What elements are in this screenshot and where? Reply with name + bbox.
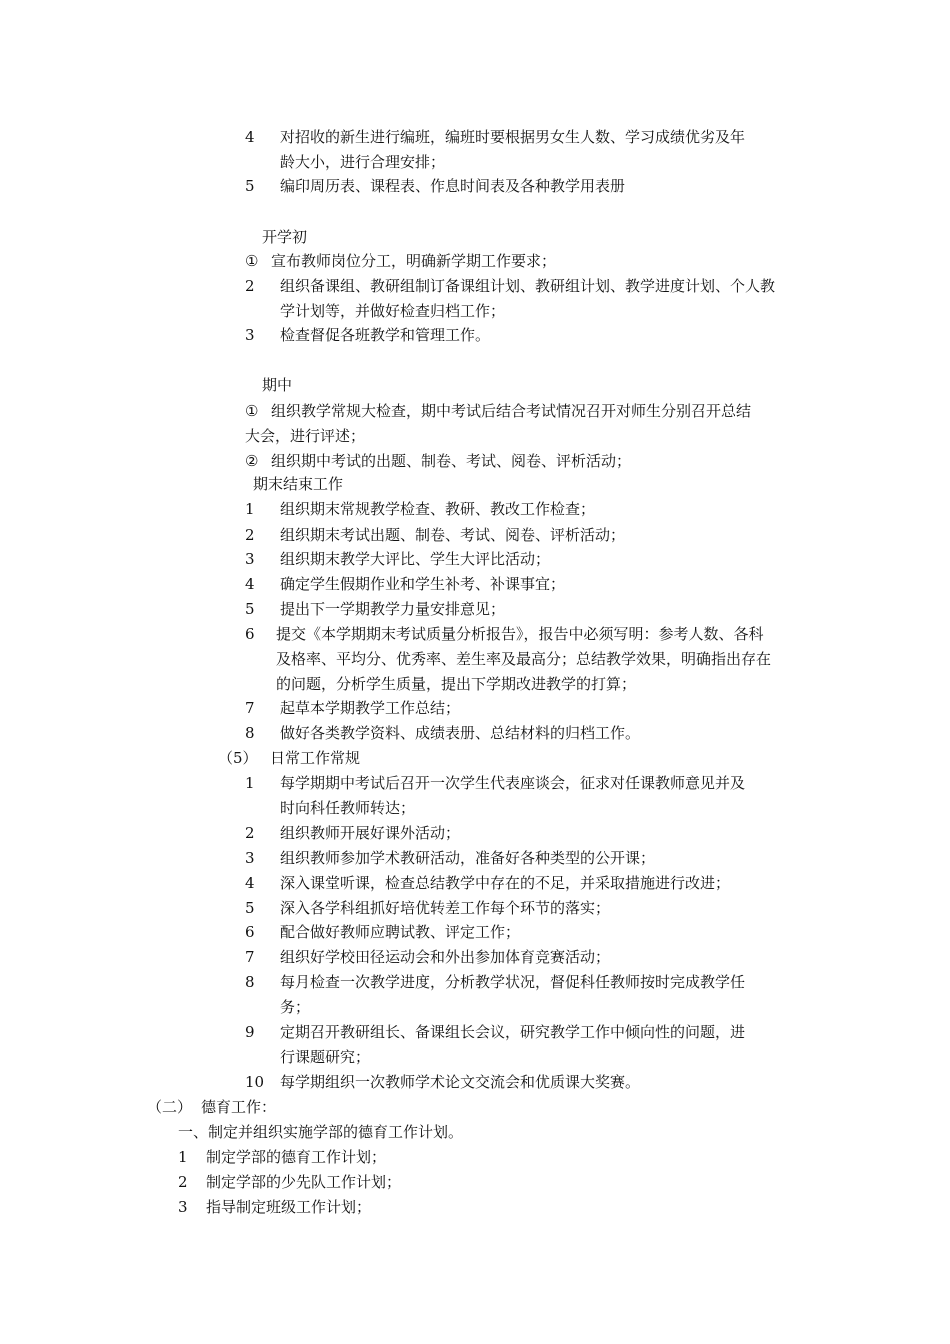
item-text-cont: 大会，进行评述；	[245, 427, 366, 445]
item-text-cont: 务；	[280, 998, 311, 1016]
item-number: 10	[245, 1073, 265, 1091]
section-label: （5）	[218, 749, 258, 767]
item-number: 6	[245, 625, 255, 643]
item-text: 组织期末常规教学检查、教研、教改工作检查；	[280, 500, 596, 518]
item-number: 1	[245, 774, 255, 792]
item-text: 提交《本学期期末考试质量分析报告》，报告中必须写明：参考人数、各科	[276, 625, 764, 643]
item-text: 检查督促各班教学和管理工作。	[280, 326, 491, 344]
item-number: 2	[245, 277, 255, 295]
item-number: 8	[245, 724, 255, 742]
item-text: 起草本学期教学工作总结；	[280, 699, 461, 717]
item-text-cont: 的问题，分析学生质量，提出下学期改进教学的打算；	[276, 675, 637, 693]
item-text: 组织教师开展好课外活动；	[280, 824, 461, 842]
item-number: 2	[178, 1173, 188, 1191]
item-text: 提出下一学期教学力量安排意见；	[280, 600, 506, 618]
item-text: 制定学部的少先队工作计划；	[206, 1173, 402, 1191]
item-number: 3	[245, 550, 255, 568]
section-label: （二）	[147, 1098, 193, 1116]
item-number: 5	[245, 600, 255, 618]
item-number: 2	[245, 824, 255, 842]
item-number: 6	[245, 923, 255, 941]
item-number: ②	[245, 452, 259, 470]
item-number: 8	[245, 973, 255, 991]
item-number: ①	[245, 252, 259, 270]
item-number: 3	[178, 1198, 188, 1216]
item-text-cont: 学计划等，并做好检查归档工作；	[280, 302, 506, 320]
item-text: 编印周历表、课程表、作息时间表及各种教学用表册	[280, 177, 626, 195]
item-number: ①	[245, 402, 259, 420]
item-number: 5	[245, 177, 255, 195]
item-text: 指导制定班级工作计划；	[206, 1198, 372, 1216]
section-heading-richang: 日常工作常规	[270, 749, 361, 767]
section-heading-kaixue: 开学初	[262, 228, 308, 246]
item-text: 组织备课组、教研组制订备课组计划、教研组计划、教学进度计划、个人教	[280, 277, 776, 295]
item-text: 确定学生假期作业和学生补考、补课事宜；	[280, 575, 566, 593]
item-text: 组织期末考试出题、制卷、考试、阅卷、评析活动；	[280, 526, 626, 544]
item-text: 每月检查一次教学进度，分析教学状况，督促科任教师按时完成教学任	[280, 973, 746, 991]
item-text: 组织教师参加学术教研活动，准备好各种类型的公开课；	[280, 849, 656, 867]
item-text: 组织好学校田径运动会和外出参加体育竞赛活动；	[280, 948, 611, 966]
item-text-cont: 行课题研究；	[280, 1048, 371, 1066]
item-text: 定期召开教研组长、备课组长会议，研究教学工作中倾向性的问题，进	[280, 1023, 746, 1041]
section-heading-qimo: 期末结束工作	[253, 475, 344, 493]
section-heading-qizhong: 期中	[262, 376, 293, 394]
item-number: 7	[245, 948, 255, 966]
item-text: 每学期组织一次教师学术论文交流会和优质课大奖赛。	[280, 1073, 641, 1091]
item-number: 5	[245, 899, 255, 917]
item-text: 组织期末教学大评比、学生大评比活动；	[280, 550, 551, 568]
item-number: 4	[245, 128, 255, 146]
item-number: 1	[178, 1148, 188, 1166]
item-number: 4	[245, 874, 255, 892]
item-number: 3	[245, 849, 255, 867]
item-number: 4	[245, 575, 255, 593]
section-heading-deyu: 德育工作：	[201, 1098, 277, 1116]
item-text: 每学期期中考试后召开一次学生代表座谈会，征求对任课教师意见并及	[280, 774, 746, 792]
item-text-cont: 龄大小，进行合理安排；	[280, 153, 446, 171]
item-text: 宣布教师岗位分工，明确新学期工作要求；	[271, 252, 557, 270]
item-text: 制定学部的德育工作计划；	[206, 1148, 387, 1166]
item-text: 配合做好教师应聘试教、评定工作；	[280, 923, 521, 941]
item-number: 2	[245, 526, 255, 544]
item-number: 1	[245, 500, 255, 518]
item-text: 对招收的新生进行编班，编班时要根据男女生人数、学习成绩优劣及年	[280, 128, 746, 146]
item-number: 9	[245, 1023, 255, 1041]
item-text: 组织期中考试的出题、制卷、考试、阅卷、评析活动；	[271, 452, 632, 470]
item-text: 做好各类教学资料、成绩表册、总结材料的归档工作。	[280, 724, 641, 742]
item-number: 3	[245, 326, 255, 344]
item-text-cont: 及格率、平均分、优秀率、差生率及最高分；总结教学效果，明确指出存在	[276, 650, 772, 668]
item-number: 7	[245, 699, 255, 717]
item-text-cont: 时向科任教师转达；	[280, 799, 416, 817]
sub-heading: 一、制定并组织实施学部的德育工作计划。	[178, 1123, 464, 1141]
item-text: 组织教学常规大检查，期中考试后结合考试情况召开对师生分别召开总结	[271, 402, 752, 420]
item-text: 深入各学科组抓好培优转差工作每个环节的落实；	[280, 899, 611, 917]
item-text: 深入课堂听课，检查总结教学中存在的不足，并采取措施进行改进；	[280, 874, 731, 892]
